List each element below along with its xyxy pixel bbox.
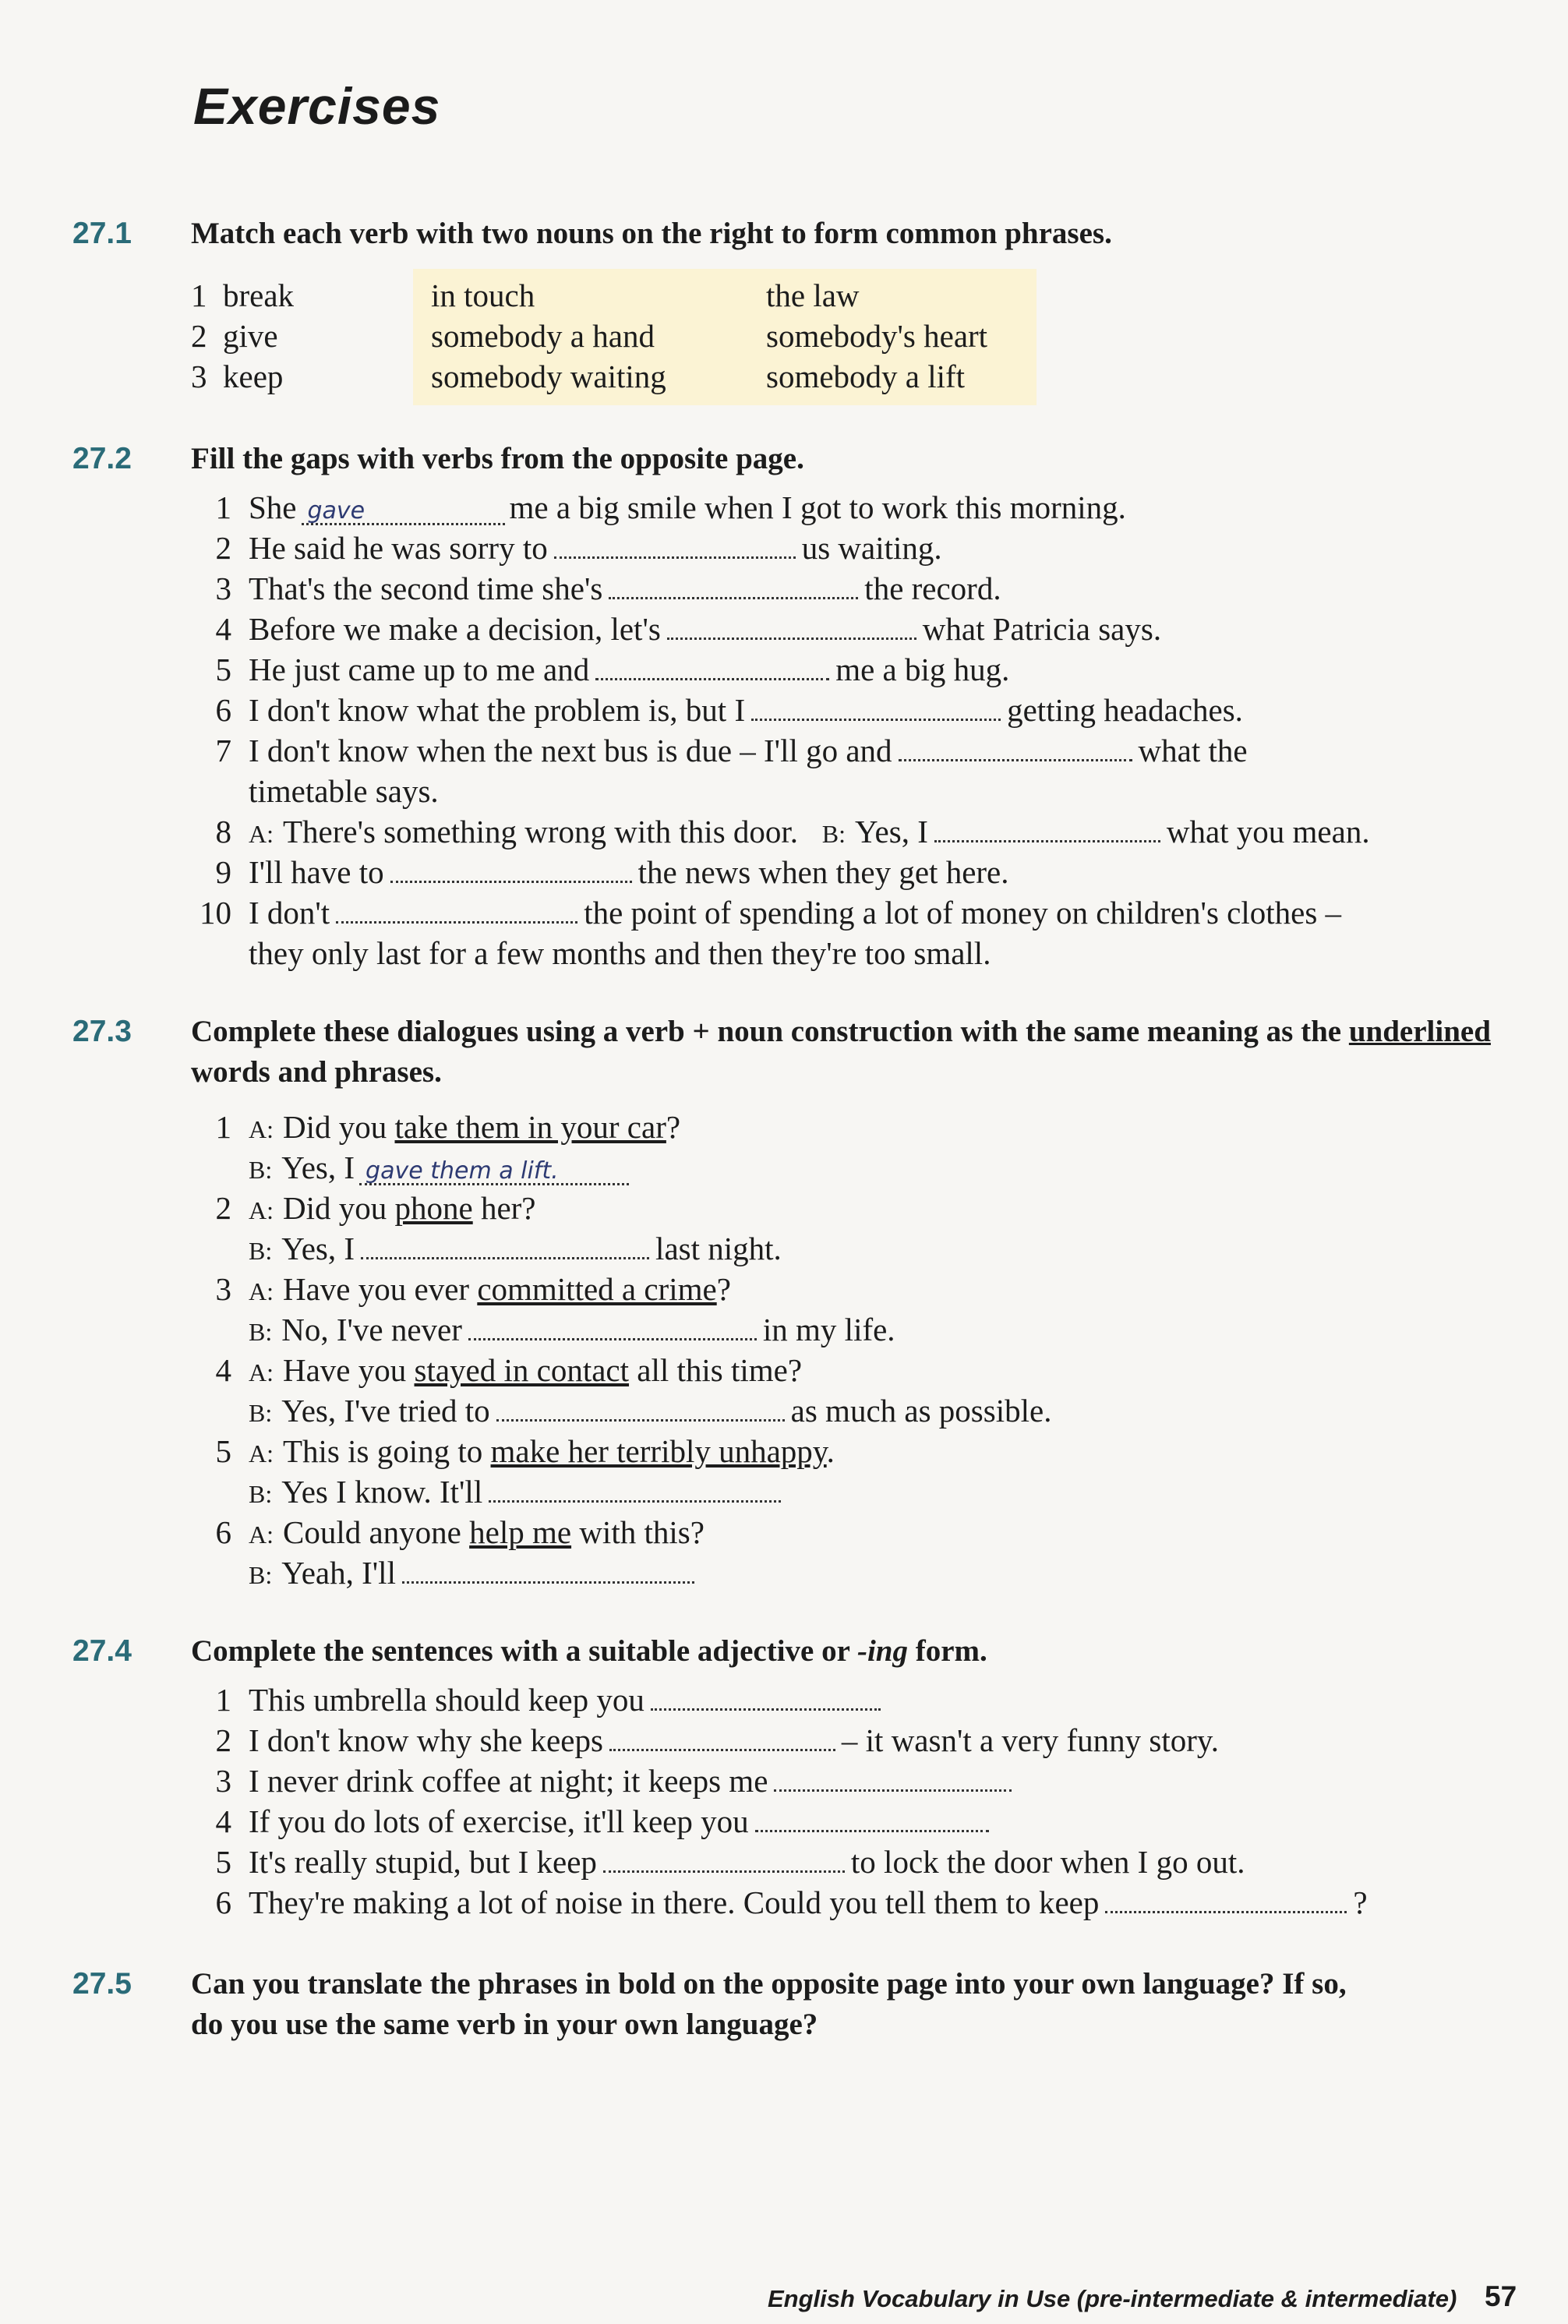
answer-blank[interactable] [609, 574, 858, 599]
answer-blank[interactable] [609, 1725, 835, 1751]
exercise-instruction-27-2: Fill the gaps with verbs from the opposite page. [191, 442, 804, 475]
noun-phrase: the law [766, 277, 860, 313]
answer-blank[interactable] [755, 1807, 989, 1832]
dialogue-response: B: Yes, I last night. [249, 1231, 782, 1266]
exercise-instruction-27-1: Match each verb with two nouns on the right to form common phrases. [191, 217, 1112, 250]
verb-item: 2 give [191, 318, 278, 354]
answer-blank[interactable] [595, 655, 829, 680]
exercise-item: 9 I'll have to the news when they get here. [215, 854, 1009, 890]
exercise-item: 7 I don't know when the next bus is due – I'll go and what the [215, 733, 1248, 768]
exercise-item: 4 If you do lots of exercise, it'll keep you [191, 1801, 995, 1842]
noun-phrase: in touch [431, 277, 535, 313]
exercise-item: 1 She gave me a big smile when I got to work this morning. [215, 489, 1126, 525]
exercise-instruction-27-4: Complete the sentences with a suitable adjective or -ing form. [191, 1634, 987, 1668]
handwritten-answer: gave [302, 500, 505, 525]
page-number: 57 [1485, 2280, 1517, 2312]
answer-blank[interactable] [496, 1396, 785, 1422]
dialogue-question: 3 A: Have you ever committed a crime? [215, 1271, 731, 1307]
exercise-item: 2 He said he was sorry to us waiting. [215, 530, 942, 566]
exercise-number-27-1: 27.1 [72, 217, 132, 250]
answer-blank[interactable] [554, 533, 796, 559]
exercise-item: 10 I don't the point of spending a lot of money on children's clothes – [200, 895, 1342, 931]
answer-blank[interactable] [899, 736, 1132, 761]
answer-blank[interactable] [774, 1766, 1012, 1792]
verb-item: 1 break [191, 277, 295, 313]
exercise-item: 5 He just came up to me and me a big hug. [215, 652, 1010, 687]
answer-blank[interactable] [751, 695, 1001, 721]
exercise-item: 1 This umbrella should keep you [191, 1679, 887, 1720]
page-title: Exercises [193, 77, 441, 135]
answer-blank[interactable] [402, 1558, 694, 1584]
exercise-number-27-5: 27.5 [72, 1967, 132, 2001]
dialogue-question: 5 A: This is going to make her terribly unhappy. [215, 1433, 835, 1469]
dialogue-response: B: Yes, I gave them a lift. [249, 1147, 634, 1190]
answer-blank[interactable] [361, 1234, 649, 1259]
exercise-item: 8 A: There's something wrong with this door. B: Yes, I what you mean. [215, 814, 1370, 849]
dialogue-question: 2 A: Did you phone her? [215, 1190, 536, 1226]
dialogue-response: B: No, I've never in my life. [249, 1312, 895, 1347]
exercise-item: 6 I don't know what the problem is, but I getting headaches. [215, 692, 1243, 728]
exercise-instruction-27-5: Can you translate the phrases in bold on the opposite page into your own language? If so, do you use the same verb in your own language? [191, 1967, 1347, 2041]
noun-phrase: somebody waiting [431, 358, 666, 394]
exercise-item: 6 They're making a lot of noise in there. Could you tell them to keep ? [215, 1884, 1368, 1920]
noun-phrase: somebody a lift [766, 358, 966, 394]
exercise-item: 5 It's really stupid, but I keep to lock the door when I go out. [215, 1844, 1245, 1880]
exercise-item-continuation: they only last for a few months and then they're too small. [249, 935, 991, 971]
answer-blank[interactable] [336, 898, 577, 924]
verb-item: 3 keep [191, 358, 284, 394]
exercise-item-continuation: timetable says. [249, 773, 439, 809]
answer-blank[interactable] [934, 817, 1160, 842]
answer-blank[interactable] [489, 1477, 781, 1503]
exercise-number-27-3: 27.3 [72, 1015, 132, 1048]
exercise-instruction-27-3: Complete these dialogues using a verb + noun construction with the same meaning as the underlined words and phrases. [191, 1015, 1491, 1089]
answer-blank[interactable] [667, 614, 916, 640]
answer-blank[interactable] [651, 1685, 881, 1711]
answer-blank[interactable] [603, 1847, 845, 1873]
answer-blank[interactable] [390, 857, 632, 883]
noun-phrase: somebody a hand [431, 318, 655, 354]
handwritten-answer: gave them a lift. [359, 1160, 629, 1185]
exercise-item: 3 That's the second time she's the record. [215, 570, 1001, 606]
answer-blank[interactable] [1105, 1888, 1347, 1913]
exercise-number-27-4: 27.4 [72, 1634, 132, 1668]
dialogue-response: B: Yes I know. It'll [249, 1471, 787, 1514]
exercise-number-27-2: 27.2 [72, 442, 132, 475]
dialogue-response: B: Yeah, I'll [249, 1552, 701, 1595]
dialogue-question: 4 A: Have you stayed in contact all this time? [215, 1352, 803, 1388]
exercise-item: 2 I don't know why she keeps – it wasn't a very funny story. [215, 1722, 1220, 1758]
noun-phrase: somebody's heart [766, 318, 988, 354]
answer-blank[interactable] [468, 1315, 757, 1340]
book-title-footer: English Vocabulary in Use (pre-intermediate & intermediate) [768, 2285, 1457, 2312]
exercise-item: 4 Before we make a decision, let's what Patricia says. [215, 611, 1162, 647]
dialogue-response: B: Yes, I've tried to as much as possible. [249, 1393, 1052, 1429]
dialogue-question: 6 A: Could anyone help me with this? [215, 1514, 705, 1550]
exercise-item: 3 I never drink coffee at night; it keeps me [191, 1761, 1018, 1801]
dialogue-question: 1 A: Did you take them in your car? [215, 1109, 681, 1145]
